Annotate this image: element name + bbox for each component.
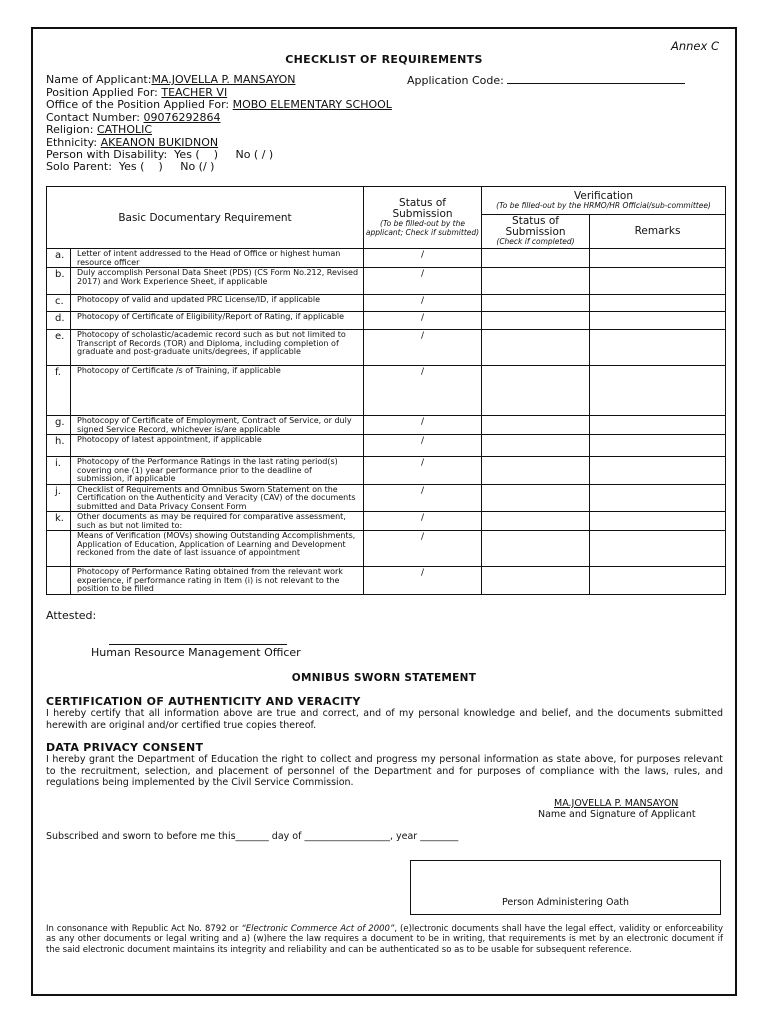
row-remarks <box>590 512 726 531</box>
header-verification-note: (To be filled-out by the HRMO/HR Official/sub-committee) <box>496 200 711 210</box>
religion-value: CATHOLIC <box>96 123 153 136</box>
row-verif-status <box>482 435 590 457</box>
position-label: Position Applied For: <box>46 86 158 99</box>
header-verif-status-label: Status of Submission <box>505 215 566 239</box>
row-letter: d. <box>47 312 71 330</box>
table-row <box>47 435 726 457</box>
row-status-check: / <box>364 457 482 485</box>
row-letter: e. <box>47 330 71 366</box>
row-verif-status <box>482 416 590 435</box>
row-requirement: Duly accomplish Personal Data Sheet (PDS) (CS Form No.212, Revised 2017) and Work Experience Sheet, if applicable <box>71 268 364 295</box>
pwd-line: Person with Disability: Yes ( ) No ( / ) <box>46 148 274 161</box>
applicant-name-value: MA.JOVELLA P. MANSAYON <box>151 73 296 86</box>
row-letter: g. <box>47 416 71 435</box>
applicant-signature-name: MA.JOVELLA P. MANSAYON <box>554 798 679 809</box>
row-verif-status <box>482 531 590 567</box>
row-letter <box>47 567 71 595</box>
row-requirement: Means of Verification (MOVs) showing Outstanding Accomplishments, Application of Education, Application of Learning and Development reckoned from the date of last issuance of appointment <box>71 531 364 567</box>
header-basic-requirement: Basic Documentary Requirement <box>47 187 364 249</box>
header-verif-status-note: (Check if completed) <box>496 237 575 247</box>
row-letter: f. <box>47 366 71 416</box>
row-letter: a. <box>47 249 71 268</box>
row-remarks <box>590 295 726 312</box>
table-row <box>47 416 726 435</box>
applicant-name-label: Name of Applicant: <box>46 73 152 86</box>
row-remarks <box>590 366 726 416</box>
form-page <box>31 27 737 996</box>
row-status-check: / <box>364 435 482 457</box>
hrmo-label: Human Resource Management Officer <box>91 646 301 659</box>
row-verif-status <box>482 268 590 295</box>
row-requirement: Photocopy of Certificate of Employment, Contract of Service, or duly signed Service Record, whichever is/are applicable <box>71 416 364 435</box>
row-status-check: / <box>364 567 482 595</box>
row-status-check: / <box>364 366 482 416</box>
privacy-text: I hereby grant the Department of Education the right to collect and progress my personal information as state above, for purposes relevant to the recruitment, selection, and placement of personnel of the Department and for purposes of compliance with the laws, rules, and regulations being implemented by the Civil Service Commission. <box>46 754 723 788</box>
requirements-table <box>46 186 726 595</box>
row-letter: i. <box>47 457 71 485</box>
header-verification-label: Verification <box>574 189 633 202</box>
row-requirement: Photocopy of Certificate of Eligibility/Report of Rating, if applicable <box>71 312 364 330</box>
table-row <box>47 567 726 595</box>
table-row <box>47 531 726 567</box>
row-status-check: / <box>364 295 482 312</box>
row-status-check: / <box>364 249 482 268</box>
row-verif-status <box>482 312 590 330</box>
row-status-check: / <box>364 512 482 531</box>
header-status-submission <box>364 187 482 249</box>
position-value: TEACHER VI <box>161 86 228 99</box>
privacy-heading: DATA PRIVACY CONSENT <box>46 741 204 754</box>
row-letter: c. <box>47 295 71 312</box>
row-status-check: / <box>364 416 482 435</box>
contact-label: Contact Number: <box>46 111 140 124</box>
row-requirement: Photocopy of valid and updated PRC License/ID, if applicable <box>71 295 364 312</box>
office-value: MOBO ELEMENTARY SCHOOL <box>232 98 392 111</box>
row-remarks <box>590 416 726 435</box>
row-requirement: Letter of intent addressed to the Head of Office or highest human resource officer <box>71 249 364 268</box>
row-letter: k. <box>47 512 71 531</box>
header-status-label: Status of Submission <box>392 197 453 220</box>
row-requirement: Photocopy of scholastic/academic record such as but not limited to Transcript of Records (TOR) and Diploma, including completion of graduate and post-graduate units/degrees, if applicable <box>71 330 364 366</box>
table-row <box>47 330 726 366</box>
row-remarks <box>590 268 726 295</box>
omnibus-title: OMNIBUS SWORN STATEMENT <box>291 672 477 684</box>
row-verif-status <box>482 366 590 416</box>
oath-label: Person Administering Oath <box>501 897 630 908</box>
row-letter: b. <box>47 268 71 295</box>
row-verif-status <box>482 567 590 595</box>
row-remarks <box>590 435 726 457</box>
cav-text: I hereby certify that all information above are true and correct, and of my personal knowledge and belief, and the documents submitted herewith are original and/or certified true copies thereof. <box>46 708 723 731</box>
row-letter <box>47 531 71 567</box>
row-remarks <box>590 567 726 595</box>
footnote-prefix: In consonance with Republic Act No. 8792 or <box>46 924 242 934</box>
oath-box <box>410 860 721 915</box>
row-status-check: / <box>364 312 482 330</box>
row-verif-status <box>482 457 590 485</box>
header-verification <box>482 187 726 215</box>
page-title: CHECKLIST OF REQUIREMENTS <box>285 53 483 66</box>
applicant-name-line <box>46 74 296 87</box>
sworn-statement: Subscribed and sworn to before me this_______ day of __________________, year ________ <box>46 831 459 842</box>
application-code-label: Application Code: <box>407 74 504 87</box>
row-verif-status <box>482 249 590 268</box>
hrmo-signature-line <box>109 644 287 645</box>
row-requirement: Checklist of Requirements and Omnibus Sworn Statement on the Certification on the Authenticity and Veracity (CAV) of the documents submitted and Data Privacy Consent Form <box>71 484 364 512</box>
cav-heading: CERTIFICATION OF AUTHENTICITY AND VERACITY <box>46 695 361 708</box>
footnote <box>46 924 723 955</box>
footnote-act-name: “Electronic Commerce Act of 2000” <box>241 924 395 934</box>
row-remarks <box>590 312 726 330</box>
row-verif-status <box>482 512 590 531</box>
contact-value: 09076292864 <box>143 111 221 124</box>
row-letter: j. <box>47 484 71 512</box>
office-label: Office of the Position Applied For: <box>46 98 230 111</box>
application-code-blank <box>507 74 685 84</box>
row-verif-status <box>482 330 590 366</box>
row-requirement: Photocopy of latest appointment, if applicable <box>71 435 364 457</box>
table-row <box>47 457 726 485</box>
religion-label: Religion: <box>46 123 94 136</box>
row-status-check: / <box>364 484 482 512</box>
table-row <box>47 366 726 416</box>
row-status-check: / <box>364 330 482 366</box>
row-remarks <box>590 330 726 366</box>
applicant-signature-label: Name and Signature of Applicant <box>538 809 696 820</box>
ethnicity-value: AKEANON BUKIDNON <box>100 136 219 149</box>
header-status-note: (To be filled-out by the applicant; Check if submitted) <box>365 219 480 237</box>
row-requirement: Photocopy of the Performance Ratings in the last rating period(s) covering one (1) year performance prior to the deadline of submission, if applicable <box>71 457 364 485</box>
footnote-suffix: , (e)lectronic documents shall have the legal effect, validity or enforceability as any other documents or legal writing and a) (w)here the law requires a document to be in writing, that requirements is met by an electronic document if the said electronic document maintains its integrity and reliability and can be authenticated so as to be usable for subsequent reference. <box>46 924 723 955</box>
row-requirement: Other documents as may be required for comparative assessment, such as but not limited to: <box>71 512 364 531</box>
row-remarks <box>590 457 726 485</box>
ethnicity-label: Ethnicity: <box>46 136 98 149</box>
row-status-check: / <box>364 531 482 567</box>
table-row <box>47 312 726 330</box>
religion-line <box>46 124 152 137</box>
row-requirement: Photocopy of Performance Rating obtained from the relevant work experience, if performance rating in Item (i) is not relevant to the position to be filled <box>71 567 364 595</box>
header-verif-status <box>482 215 590 249</box>
table-row <box>47 249 726 268</box>
row-remarks <box>590 484 726 512</box>
row-remarks <box>590 531 726 567</box>
row-letter: h. <box>47 435 71 457</box>
header-remarks: Remarks <box>590 215 726 249</box>
requirements-body <box>47 249 726 595</box>
office-line <box>46 99 392 112</box>
table-row <box>47 484 726 512</box>
row-remarks <box>590 249 726 268</box>
row-requirement: Photocopy of Certificate /s of Training, if applicable <box>71 366 364 416</box>
annex-label: Annex C <box>670 39 719 53</box>
row-status-check: / <box>364 268 482 295</box>
table-row <box>47 295 726 312</box>
application-code-line <box>407 74 685 88</box>
table-row <box>47 512 726 531</box>
row-verif-status <box>482 295 590 312</box>
table-row <box>47 268 726 295</box>
solo-parent-line: Solo Parent: Yes ( ) No (/ ) <box>46 160 215 173</box>
attested-label: Attested: <box>46 609 97 622</box>
row-verif-status <box>482 484 590 512</box>
